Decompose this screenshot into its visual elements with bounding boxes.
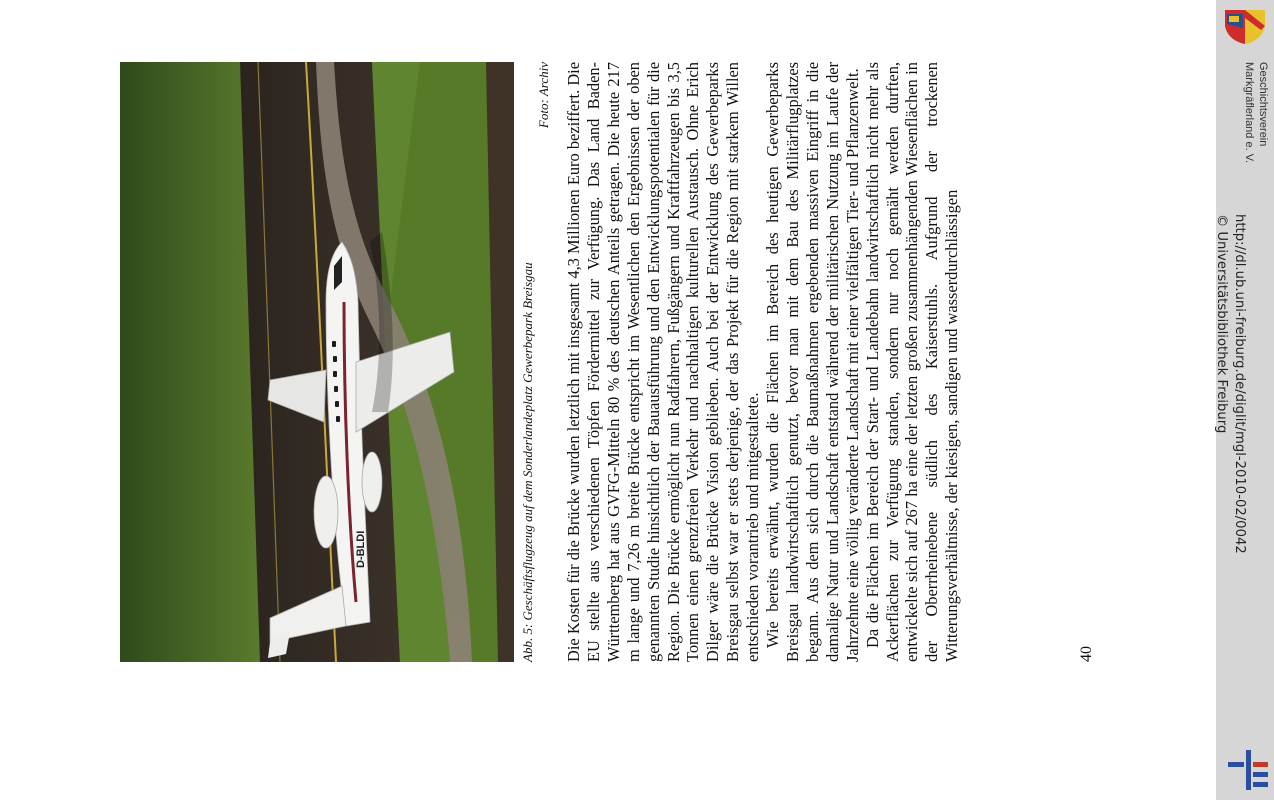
aircraft-photo-drawing <box>120 62 514 662</box>
society-name <box>1236 62 1270 232</box>
paragraph-2: Wie bereits erwähnt, wurden die Flächen im Bereich des heutigen Gewerbeparks Breisgau landwirtschaftlich genutzt, bevor man mit dem Bau des Militärflugplatzes begann. Aus dem sich durch die Baumaßnahmen ergebenden massiven Eingriff in die damalige Natur und Landschaft entstand während der militärischen Nutzung im Laufe der Jahrzehnte eine völlig veränderte Landschaft mit einer vielfältigen Tier- und Pflanzenwelt. <box>763 62 862 662</box>
society-name-line2: Markgräflerland e. V. <box>1243 62 1255 164</box>
figure-caption: Abb. 5: Geschäftsflugzeug auf dem Sonderlandeplatz Gewerbepark Breisgau <box>520 262 535 662</box>
source-info <box>1204 214 1248 594</box>
aircraft-photo <box>120 62 514 662</box>
source-url-link[interactable]: http://dl.ub.uni-freiburg.de/diglit/mgl-2010-02/0042 <box>1232 214 1247 554</box>
society-crest-icon <box>1221 6 1269 48</box>
aircraft-registration: D-BLDI <box>355 530 367 568</box>
document-page <box>120 62 1100 662</box>
paragraph-3: Da die Flächen im Bereich der Start- und Landebahn landwirtschaftlich nicht mehr als Ackerflächen zur Verfügung standen, sondern nur noch gemäht werden durften, entwickelte sich auf 267 ha eine der letzten großen zusammenhängenden Wiesenflächen in der Oberrheinebene südlich des Kaiserstuhls. Aufgrund der trockenen Witterungsverhältnisse, der kiesigen, sandigen und wasserdurchlässigen <box>862 62 962 662</box>
photo-credit: Foto: Archiv <box>536 62 551 129</box>
body-text <box>564 62 962 662</box>
society-name-line1: Geschichtsverein <box>1257 62 1269 147</box>
paragraph-1: Die Kosten für die Brücke wurden letztlich mit insgesamt 4,3 Millionen Euro beziffert. Die EU stellte aus verschiedenen Töpfen Fördermittel zur Verfügung. Das Land Baden-Württemberg hat aus GVFG-Mitteln 80 % des deutschen Anteils getragen. Die heute 217 m lange und 7,26 m breite Brücke entspricht im Wesentlichen den Ergebnissen der oben genannten Studie hinsichtlich der Bauausführung und den Entwicklungspotentialen für die Region. Die Brücke ermöglicht nun Radfahrern, Fußgängern und Kraftfahrzeugen bis 3,5 Tonnen einen grenzfreien Verkehr und nachhaltigen kulturellen Austausch. Ohne Erich Dilger wäre die Brücke Vision geblieben. Auch bei der Entwicklung des Gewerbeparks Breisgau selbst war er stets derjenige, der das Projekt für die Region mit starkem Willen entschieden vorantrieb und mitgestaltete. <box>564 62 763 662</box>
library-logo-icon <box>1226 748 1270 792</box>
copyright-text: © Universitätsbibliothek Freiburg <box>1214 214 1229 434</box>
page-number: 40 <box>1078 646 1095 662</box>
